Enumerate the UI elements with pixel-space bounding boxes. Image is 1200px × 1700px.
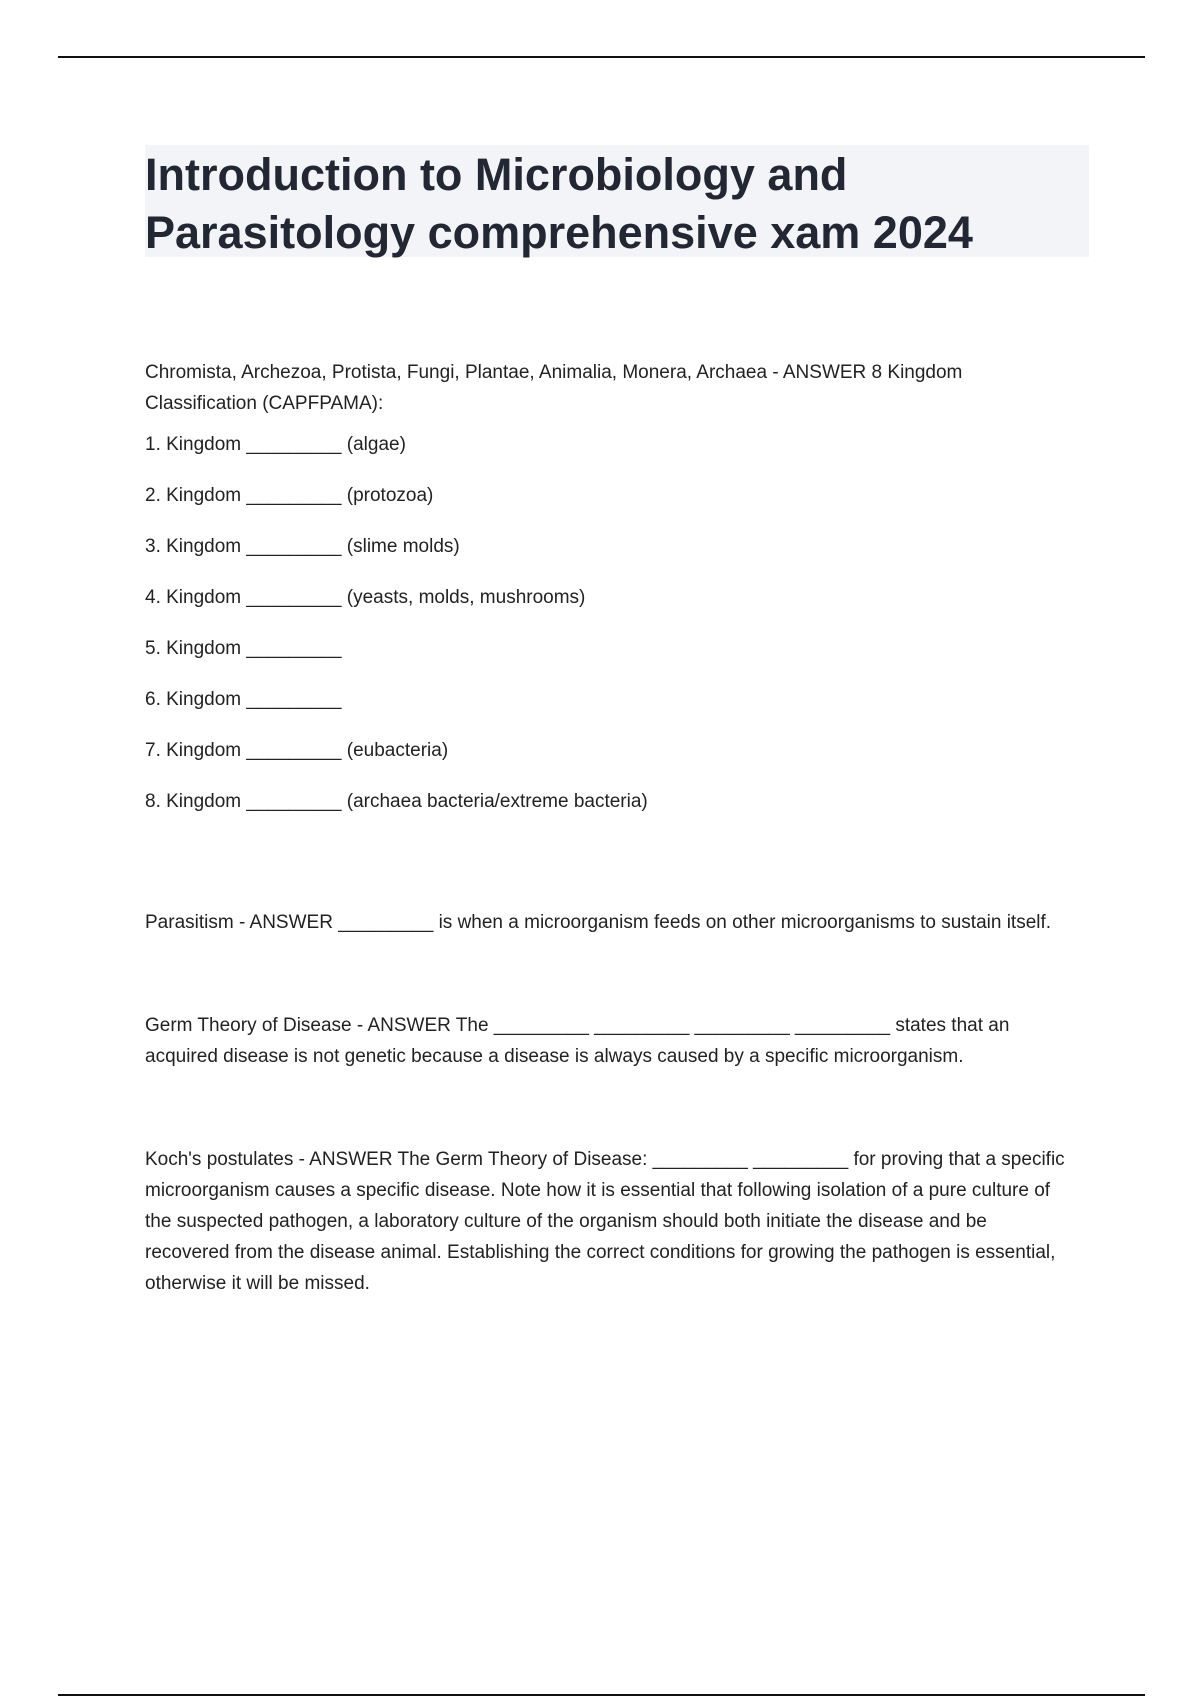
question-parasitism: Parasitism - ANSWER _________ is when a microorganism feeds on other microorganisms to sustain itself.	[145, 912, 1052, 933]
list-item: 3. Kingdom _________ (slime molds)	[145, 536, 460, 557]
top-divider	[58, 56, 1145, 58]
list-item: 6. Kingdom _________	[145, 689, 342, 710]
question-kingdoms	[145, 357, 1070, 837]
bottom-divider	[58, 1694, 1145, 1696]
document-title: Introduction to Microbiology and Parasitology comprehensive xam 2024	[145, 149, 973, 258]
question-kochs-postulates: Koch's postulates - ANSWER The Germ Theory of Disease: _________ _________ for proving that a specific microorganism causes a specific disease. Note how it is essential that following isolation of a pure culture of the suspected pathogen, a laboratory culture of the organism should both initiate the disease and be recovered from the disease animal. Establishing the correct conditions for growing the pathogen is essential, otherwise it will be missed.	[145, 1149, 1065, 1294]
question-germ-theory: Germ Theory of Disease - ANSWER The _________ _________ _________ _________ states that an acquired disease is not genetic because a disease is always caused by a specific microorganism.	[145, 1015, 1010, 1067]
question-text: Chromista, Archezoa, Protista, Fungi, Plantae, Animalia, Monera, Archaea - ANSWER 8 Kingdom Classification (CAPFPAMA):	[145, 362, 963, 414]
list-item: 8. Kingdom _________ (archaea bacteria/extreme bacteria)	[145, 791, 648, 812]
list-item: 7. Kingdom _________ (eubacteria)	[145, 740, 449, 761]
list-item: 4. Kingdom _________ (yeasts, molds, mushrooms)	[145, 587, 586, 608]
list-item: 1. Kingdom _________ (algae)	[145, 434, 406, 455]
list-item: 5. Kingdom _________	[145, 638, 342, 659]
document-body	[145, 357, 1070, 1299]
list-item: 2. Kingdom _________ (protozoa)	[145, 485, 434, 506]
